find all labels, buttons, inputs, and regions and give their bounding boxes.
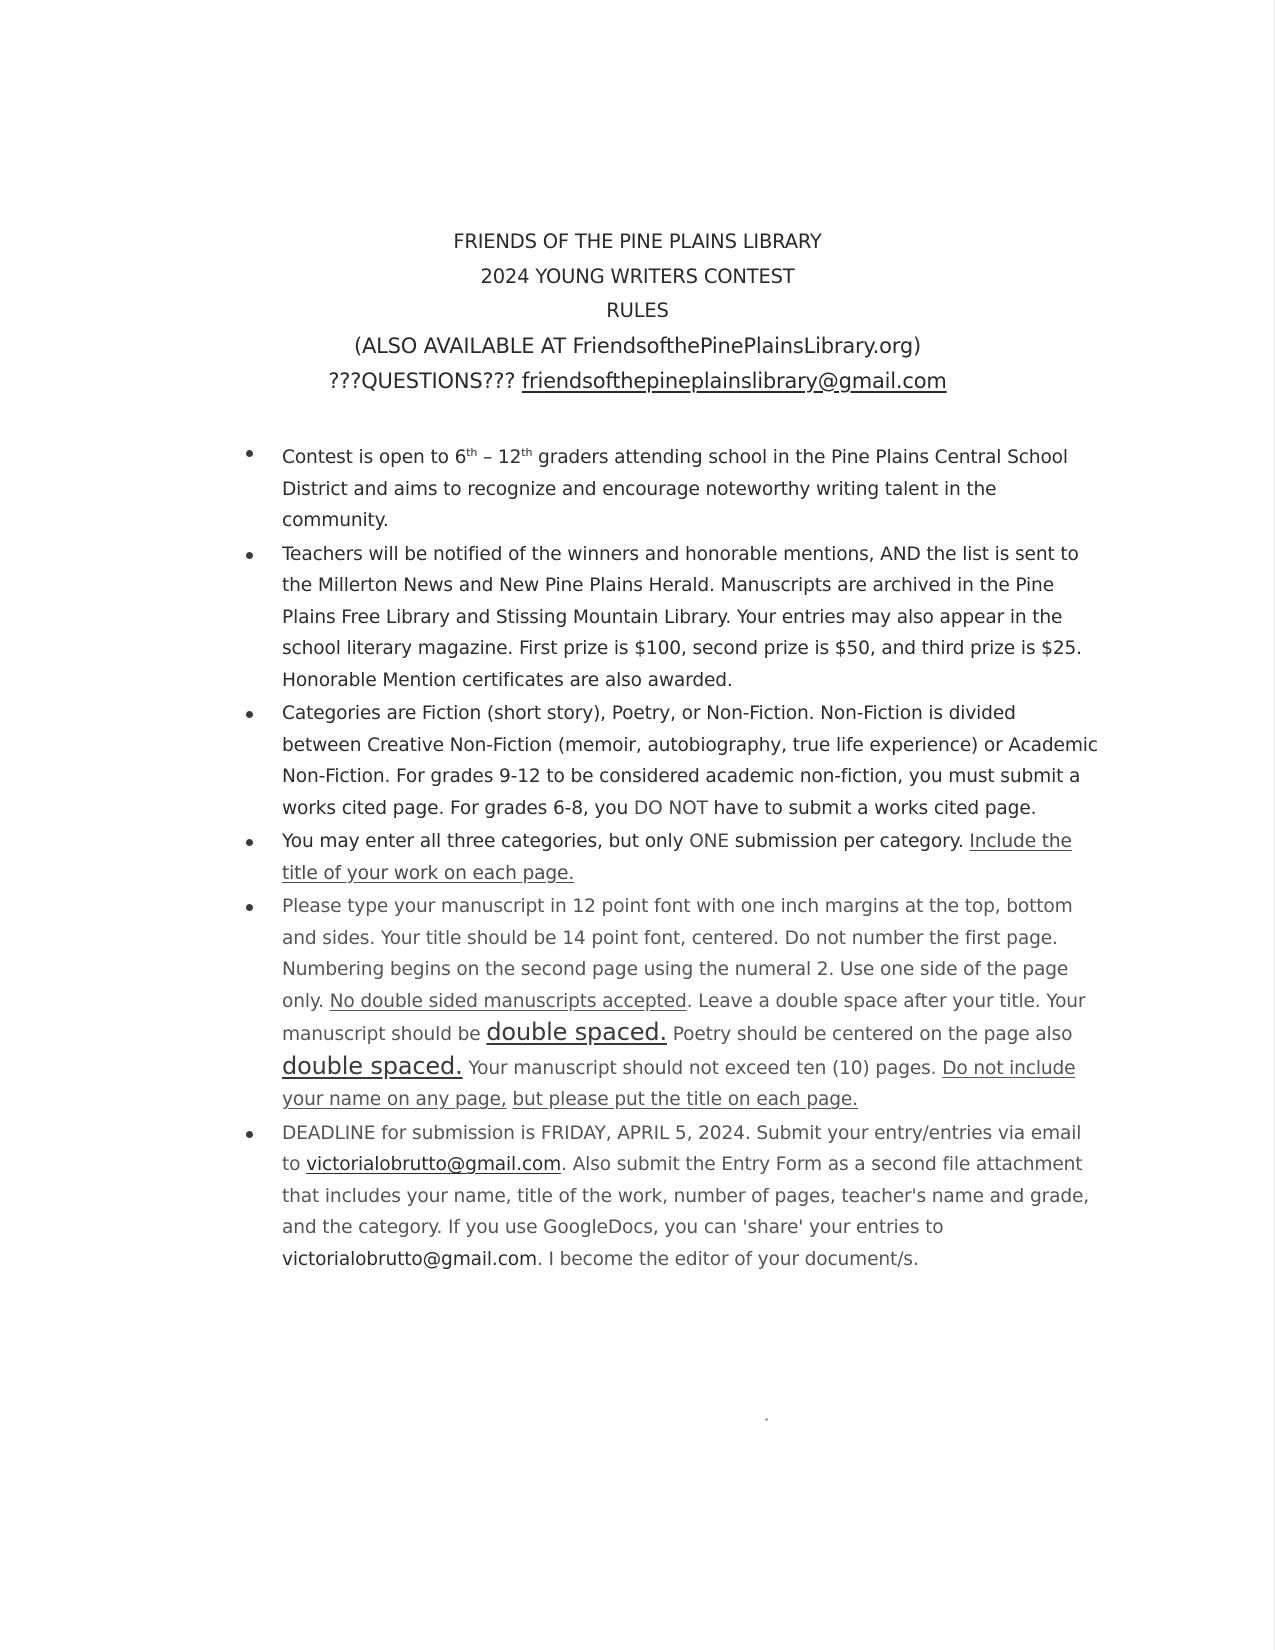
rule-eligibility-text-a: Contest is open to 6 xyxy=(282,447,467,469)
rule-formatting-double-spaced-1: double spaced. xyxy=(486,1018,667,1047)
rule-formatting-no-name: Do not include your name on any page, xyxy=(282,1057,1076,1111)
rule-submissions-per-category xyxy=(240,826,1100,889)
bullet-icon xyxy=(246,1131,253,1138)
rule-categories-do-not: DO NOT xyxy=(633,797,708,819)
rule-formatting-text-g: Your manuscript should not exceed ten (10) pages. xyxy=(462,1057,943,1079)
bullet-icon xyxy=(246,711,253,718)
rule-categories-text-c: have to submit a works cited page. xyxy=(707,797,1037,819)
questions-email: friendsofthepineplainslibrary@gmail.com xyxy=(521,368,947,393)
rules-list xyxy=(240,437,1100,1277)
rule-eligibility-text-b: – 12 xyxy=(477,447,522,469)
questions-label: ???QUESTIONS??? xyxy=(328,368,522,393)
rule-eligibility-sup1: th xyxy=(466,446,478,459)
rule-deadline-email-2: victorialobrutto@gmail.com xyxy=(282,1248,537,1270)
rule-formatting-text-a: Please type your manuscript in 12 point font with one inch margins at the top, bottom and sides. Your title should be 14 point font, centered. Do not number the first page. Numbering begins on the second page using the numeral 2. Use one side of the page only. xyxy=(282,896,1073,1012)
rule-formatting-text-e: Poetry should be centered on the page also xyxy=(666,1024,1073,1046)
rule-winners-prizes xyxy=(240,539,1100,697)
rule-winners-text: Teachers will be notified of the winners and honorable mentions, AND the list is sent to the Millerton News and New Pine Plains Herald. Manuscripts are archived in the Pine Plains Free Library and Stissing Mountain Library. Your entries may also appear in the school literary magazine. First prize is $100, second prize is $50, and third prize is $25. Honorable Mention certificates are also awarded. xyxy=(282,543,1082,691)
bullet-icon xyxy=(246,450,253,457)
rule-deadline-text-c: . Also submit the Entry Form as a second file attachment that includes your name, title of the work, number of pages, teacher's name and grade, and the category. If you use GoogleDocs, you can 'share' your entries to xyxy=(282,1154,1090,1239)
bullet-icon xyxy=(246,552,253,559)
rule-formatting-text-c: . Leave a double space after your title. Your manuscript should be xyxy=(282,990,1086,1046)
rule-deadline xyxy=(240,1118,1100,1276)
rule-deadline-text-e: . I become the editor of your document/s. xyxy=(536,1248,919,1270)
rule-deadline-email-1: victorialobrutto@gmail.com xyxy=(306,1154,562,1176)
rule-submissions-one: ONE xyxy=(689,831,730,853)
rule-submissions-text-c: submission per category. xyxy=(729,831,970,853)
rule-eligibility xyxy=(240,437,1100,537)
header-contest-title: 2024 YOUNG WRITERS CONTEST xyxy=(480,264,795,288)
header-organization: FRIENDS OF THE PINE PLAINS LIBRARY xyxy=(453,230,822,253)
rule-formatting xyxy=(240,891,1100,1116)
rule-eligibility-sup2: th xyxy=(521,446,533,459)
scan-speck xyxy=(765,1418,768,1421)
rule-formatting-double-spaced-2: double spaced. xyxy=(282,1051,463,1080)
rule-deadline-text-a: DEADLINE for submission is FRIDAY, APRIL 5, 2024. Submit your entry/entries via email to xyxy=(282,1122,1082,1176)
bullet-icon xyxy=(246,839,253,846)
rule-submissions-include-title: Include the title of your work on each page. xyxy=(282,831,1072,884)
rule-submissions-text-a: You may enter all three categories, but only xyxy=(282,831,690,853)
rule-categories-text-a: Categories are Fiction (short story), Poetry, or Non-Fiction. Non-Fiction is divided between Creative Non-Fiction (memoir, autobiography, true life experience) or Academic Non-Fiction. For grades 9-12 to be considered academic non-fiction, you must submit a works cited page. For grades 6-8, you xyxy=(282,703,1098,819)
document-header xyxy=(0,225,1275,399)
header-questions xyxy=(0,364,1275,399)
rule-eligibility-text-c: graders attending school in the Pine Plains Central School District and aims to recognize and encourage noteworthy writing talent in the community. xyxy=(282,447,1068,532)
bullet-icon xyxy=(246,904,253,911)
rule-categories xyxy=(240,698,1100,824)
rule-formatting-no-double-sided: No double sided manuscripts accepted xyxy=(329,990,687,1012)
header-website: (ALSO AVAILABLE AT FriendsofthePinePlainsLibrary.org) xyxy=(354,333,921,358)
header-rules: RULES xyxy=(606,299,669,322)
rule-formatting-title-each-page: but please put the title on each page. xyxy=(512,1089,858,1111)
